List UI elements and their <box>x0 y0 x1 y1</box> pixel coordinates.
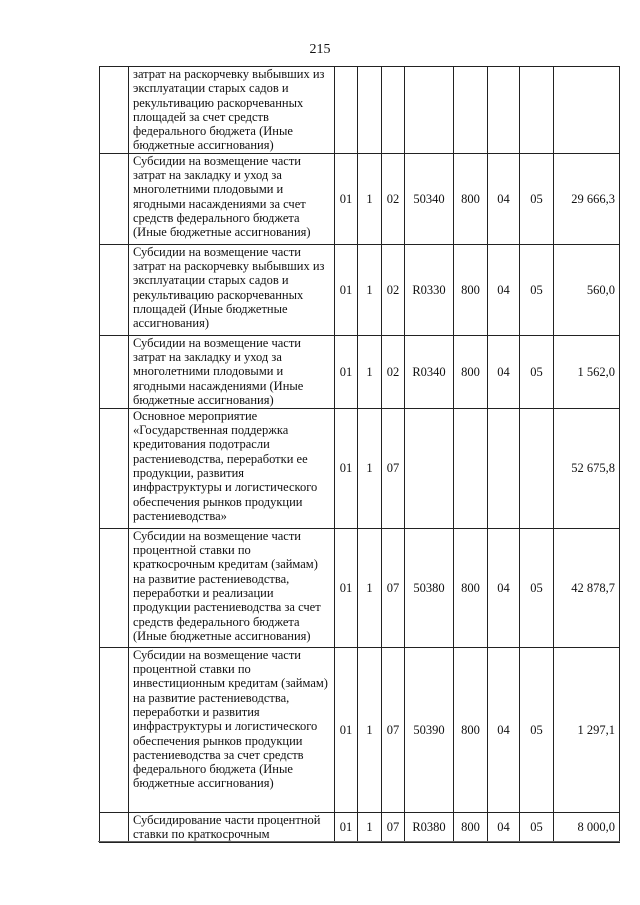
code-cell: 01 <box>335 528 358 647</box>
budget-table <box>99 66 620 843</box>
row-number-cell <box>100 67 129 154</box>
code-cell: 50340 <box>405 153 454 244</box>
table-row <box>100 153 620 244</box>
table-row <box>100 335 620 408</box>
code-cell: 01 <box>335 335 358 408</box>
code-cell <box>454 67 488 154</box>
row-number-cell <box>100 647 129 812</box>
amount-cell: 1 562,0 <box>554 335 620 408</box>
code-cell: 01 <box>335 812 358 842</box>
code-cell <box>488 67 520 154</box>
table-row <box>100 647 620 812</box>
code-cell <box>405 67 454 154</box>
code-cell: 800 <box>454 647 488 812</box>
amount-cell: 42 878,7 <box>554 528 620 647</box>
description-cell: затрат на раскорчевку выбывших из эксплуатации старых садов и рекультивацию раскорчеванных площадей за счет средств федерального бюджета (Иные бюджетные ассигнования) <box>129 67 335 154</box>
page-bottom-rule <box>98 841 620 842</box>
code-cell: 04 <box>488 244 520 335</box>
amount-cell: 52 675,8 <box>554 408 620 528</box>
table-row <box>100 244 620 335</box>
code-cell: 04 <box>488 647 520 812</box>
code-cell: 800 <box>454 153 488 244</box>
code-cell: 04 <box>488 153 520 244</box>
code-cell: 800 <box>454 244 488 335</box>
code-cell <box>454 408 488 528</box>
page-number: 215 <box>309 42 331 57</box>
description-cell: Субсидирование части процентной ставки по краткосрочным <box>129 812 335 842</box>
code-cell: 1 <box>358 153 382 244</box>
code-cell: 1 <box>358 647 382 812</box>
code-cell: 1 <box>358 244 382 335</box>
code-cell: 05 <box>520 647 554 812</box>
row-number-cell <box>100 528 129 647</box>
code-cell: 800 <box>454 528 488 647</box>
code-cell: 01 <box>335 153 358 244</box>
code-cell: R0330 <box>405 244 454 335</box>
code-cell <box>488 408 520 528</box>
code-cell: 07 <box>382 647 405 812</box>
description-cell: Субсидии на возмещение части затрат на закладку и уход за многолетними плодовыми и ягодными насаждениями за счет средств федерального бюджета (Иные бюджетные ассигнования) <box>129 153 335 244</box>
code-cell: 1 <box>358 408 382 528</box>
table-row <box>100 812 620 842</box>
code-cell: 1 <box>358 335 382 408</box>
code-cell: 02 <box>382 335 405 408</box>
code-cell: 1 <box>358 812 382 842</box>
amount-cell: 1 297,1 <box>554 647 620 812</box>
row-number-cell <box>100 244 129 335</box>
table-row <box>100 528 620 647</box>
code-cell: 02 <box>382 244 405 335</box>
code-cell <box>358 67 382 154</box>
row-number-cell <box>100 408 129 528</box>
amount-cell: 8 000,0 <box>554 812 620 842</box>
code-cell: 50390 <box>405 647 454 812</box>
code-cell: 01 <box>335 647 358 812</box>
code-cell <box>405 408 454 528</box>
description-cell: Основное мероприятие «Государственная поддержка кредитования подотрасли растениеводства, переработки ее продукции, развития инфраструктуры и логистического обеспечения рынков продукции растениеводства» <box>129 408 335 528</box>
code-cell: 04 <box>488 812 520 842</box>
description-cell: Субсидии на возмещение части процентной ставки по краткосрочным кредитам (займам) на развитие растениеводства, переработки и реализации продукции растениеводства за счет средств федерального бюджета (Иные бюджетные ассигнования) <box>129 528 335 647</box>
code-cell <box>520 408 554 528</box>
code-cell: 05 <box>520 812 554 842</box>
amount-cell: 29 666,3 <box>554 153 620 244</box>
amount-cell <box>554 67 620 154</box>
code-cell: 04 <box>488 528 520 647</box>
description-cell: Субсидии на возмещение части процентной ставки по инвестиционным кредитам (займам) на развитие растениеводства, переработки и развития инфраструктуры и логистического обеспечения рынков продукции растениеводства за счет средств федерального бюджета (Иные бюджетные ассигнования) <box>129 647 335 812</box>
code-cell: 01 <box>335 408 358 528</box>
code-cell: 07 <box>382 408 405 528</box>
code-cell <box>335 67 358 154</box>
code-cell: 800 <box>454 335 488 408</box>
code-cell: 1 <box>358 528 382 647</box>
code-cell <box>382 67 405 154</box>
code-cell: 05 <box>520 528 554 647</box>
row-number-cell <box>100 153 129 244</box>
row-number-cell <box>100 812 129 842</box>
code-cell: 05 <box>520 244 554 335</box>
code-cell: 50380 <box>405 528 454 647</box>
code-cell: R0380 <box>405 812 454 842</box>
amount-cell: 560,0 <box>554 244 620 335</box>
code-cell: 05 <box>520 335 554 408</box>
code-cell: 04 <box>488 335 520 408</box>
description-cell: Субсидии на возмещение части затрат на закладку и уход за многолетними плодовыми и ягодными насаждениями (Иные бюджетные ассигнования) <box>129 335 335 408</box>
code-cell: 01 <box>335 244 358 335</box>
code-cell: 800 <box>454 812 488 842</box>
table-row <box>100 67 620 154</box>
description-cell: Субсидии на возмещение части затрат на раскорчевку выбывших из эксплуатации старых садов и рекультивацию раскорчеванных площадей (Иные бюджетные ассигнования) <box>129 244 335 335</box>
code-cell: 07 <box>382 812 405 842</box>
code-cell: 02 <box>382 153 405 244</box>
code-cell: R0340 <box>405 335 454 408</box>
code-cell: 07 <box>382 528 405 647</box>
table-row <box>100 408 620 528</box>
code-cell: 05 <box>520 153 554 244</box>
row-number-cell <box>100 335 129 408</box>
code-cell <box>520 67 554 154</box>
